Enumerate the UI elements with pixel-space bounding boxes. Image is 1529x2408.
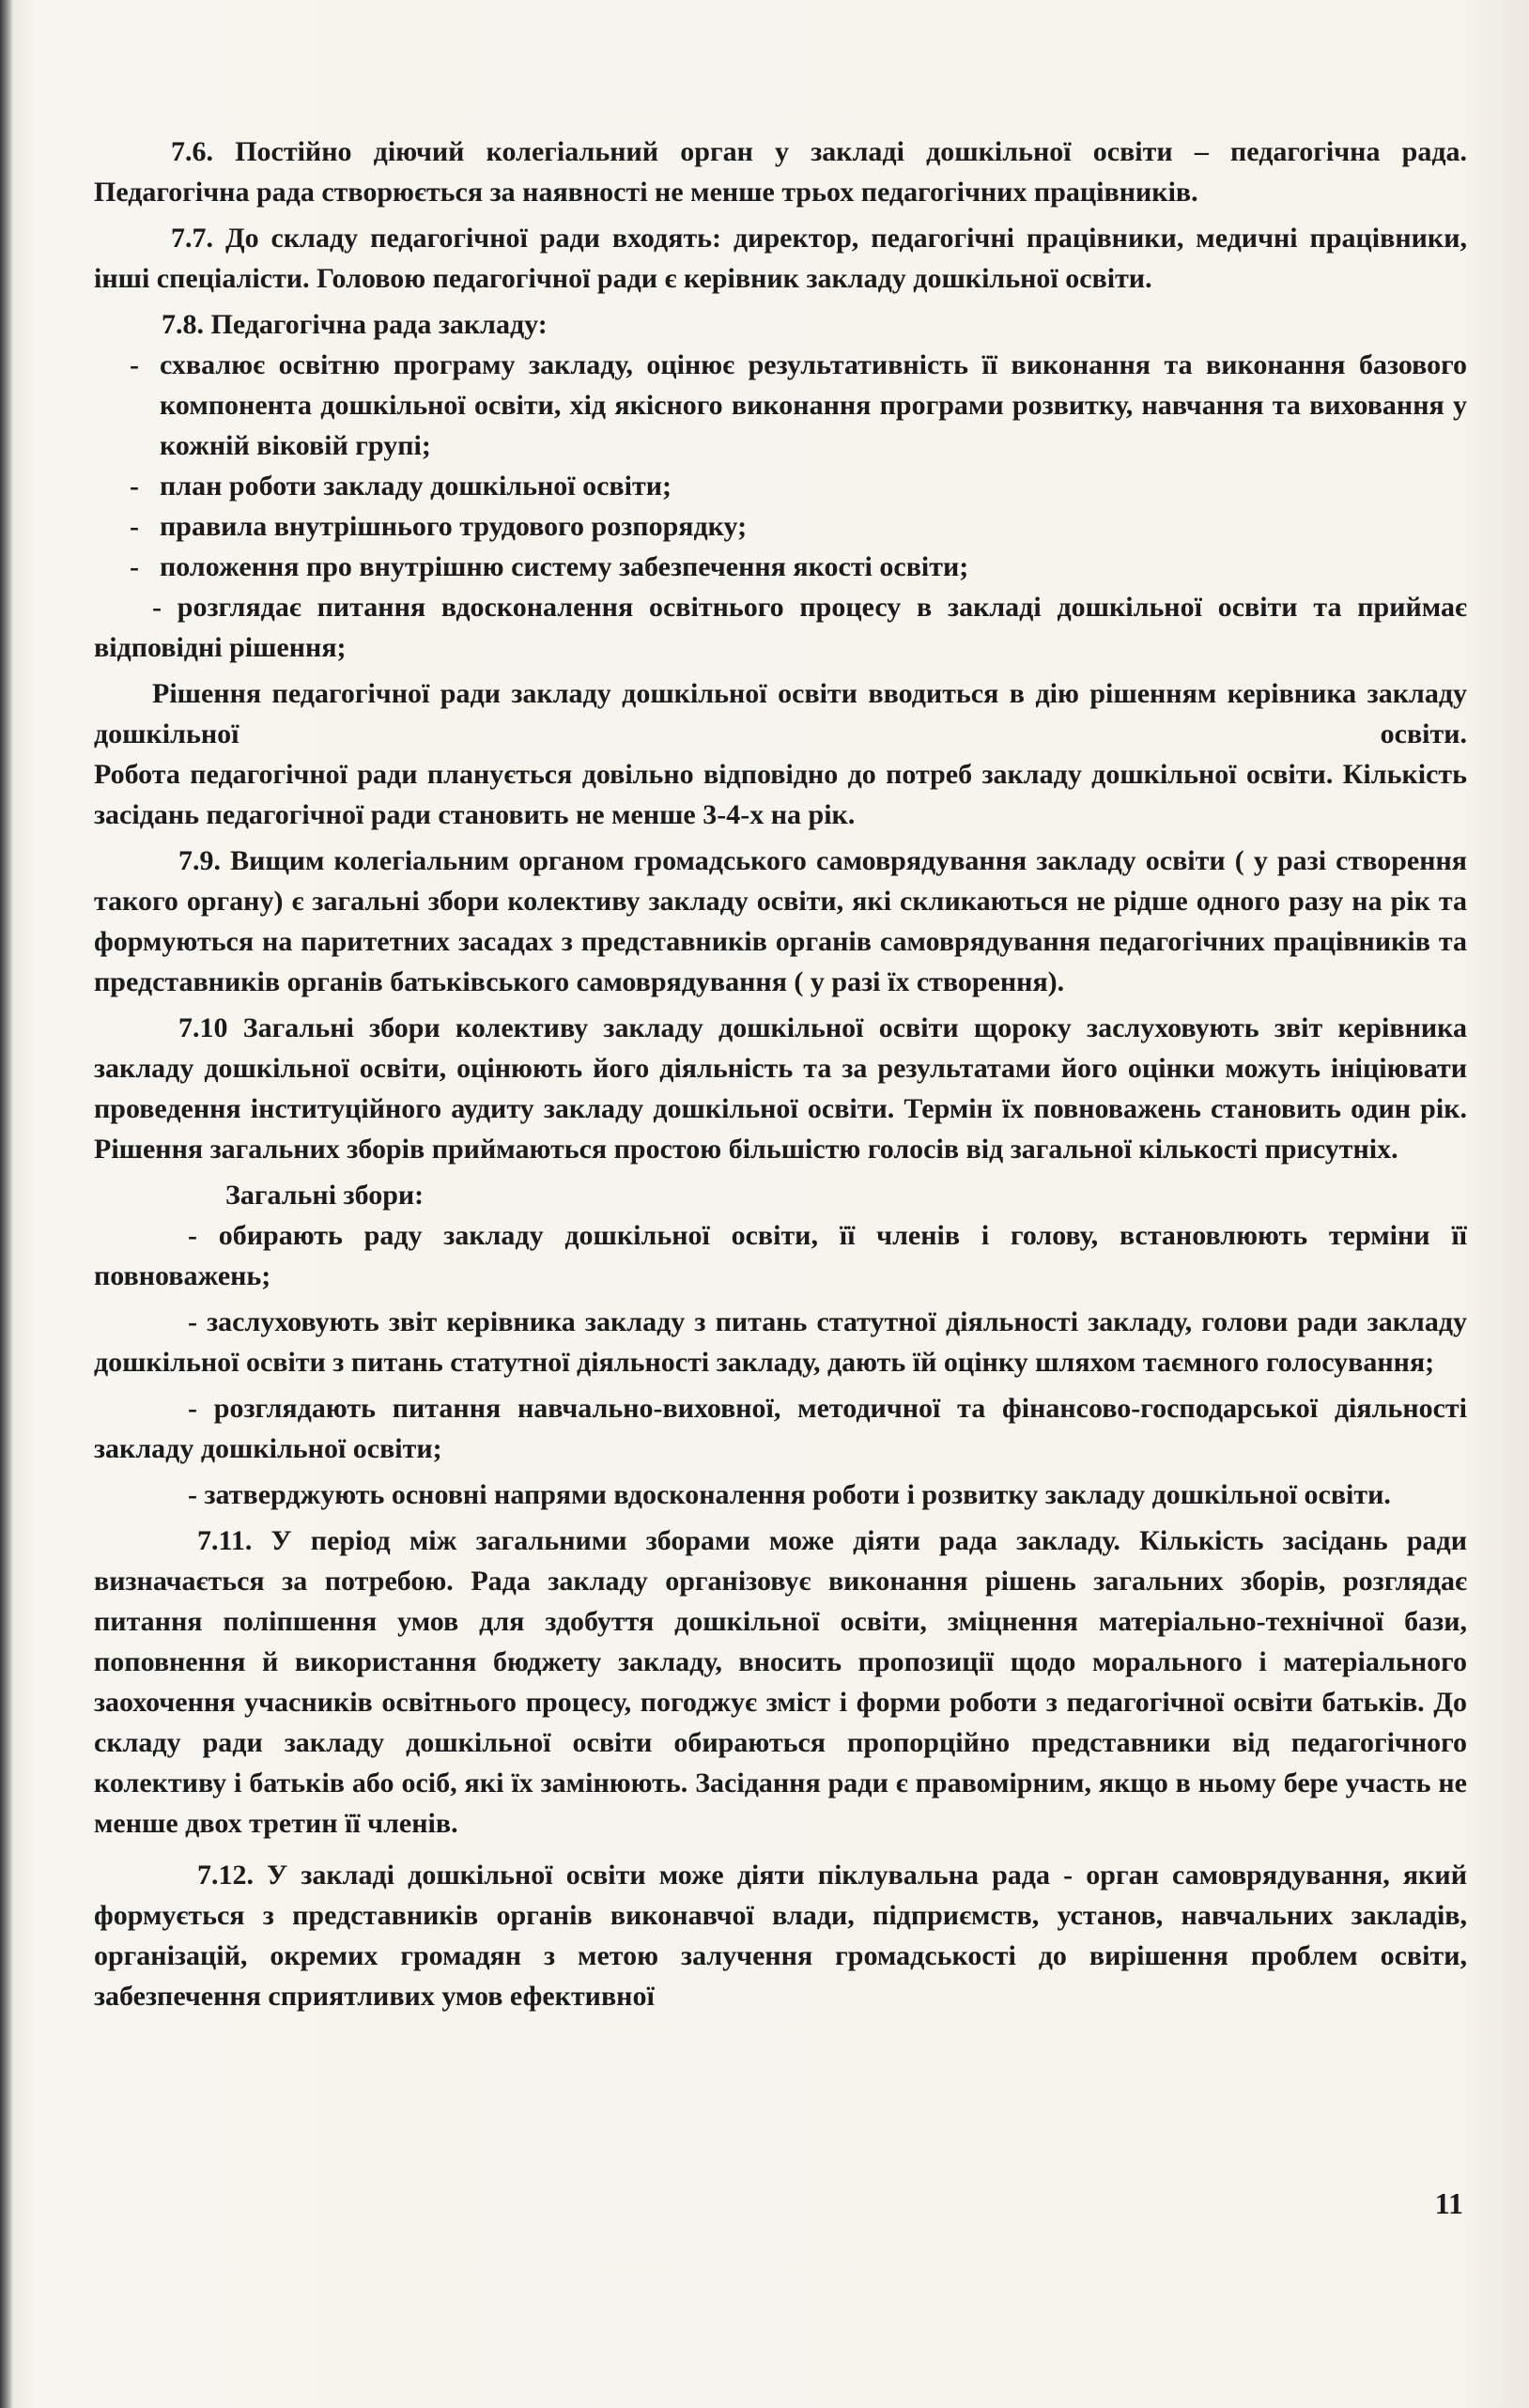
paragraph-7-11: 7.11. У період між загальними зборами може діяти рада закладу. Кількість засідань ради визначається за потребою. Рада закладу організовує виконання рішень загальних зборів, розглядає питання поліпшення умов для здобуття дошкільної освіти, зміцнення матеріально-технічної бази, поповнення й використання бюджету закладу, вносить пропозиції щодо морального і матеріального заохочення учасників освітнього процесу, погоджує зміст і форми роботи з педагогічної освіти батьків. До складу ради закладу дошкільної освіти обираються пропорційно представники від педагогічного колективу і батьків або осіб, які їх замінюють. Засідання ради є правомірним, якщо в ньому бере участь не менше двох третин її членів. (94, 1525, 1467, 1839)
list-item: - план роботи закладу дошкільної освіти; (130, 471, 672, 502)
list-item: - правила внутрішнього трудового розпорядку; (130, 511, 748, 542)
paragraph-7-9: 7.9. Вищим колегіальним органом громадського самоврядування закладу освіти ( у разі створення такого органу) є загальні збори колективу закладу освіти, які скликаються не рідше одного разу на рік та формуються на паритетних засадах з представників органів самоврядування педагогічних працівників та представників органів батьківського самоврядування ( у разі їх створення). (94, 845, 1467, 997)
paragraph-7-12: 7.12. У закладі дошкільної освіти може діяти піклувальна рада - орган самоврядування, який формується з представників органів виконавчої влади, підприємств, установ, навчальних закладів, організацій, окремих громадян з метою залучення громадськості до вирішення проблем освіти, забезпечення сприятливих умов ефективної (94, 1860, 1467, 2012)
paragraph-7-6: 7.6. Постійно діючий колегіальний орган у закладі дошкільної освіти – педагогічна рада. Педагогічна рада створюється за наявності не менше трьох педагогічних працівників. (94, 136, 1467, 208)
paragraph-7-7: 7.7. До складу педагогічної ради входять: директор, педагогічні працівники, медичні працівники, інші спеціалісти. Головою педагогічної ради є керівник закладу дошкільної освіти. (94, 223, 1467, 294)
list-item: - розглядають питання навчально-виховної, методичної та фінансово-господарської діяльності закладу дошкільної освіти; (94, 1393, 1467, 1464)
paragraph-7-8-decision: Рішення педагогічної ради закладу дошкільної освіти вводиться в дію рішенням керівника закладу дошкільної освіти. (94, 678, 1467, 749)
scan-edge-shadow (0, 0, 13, 2408)
list-item: - затверджують основні напрями вдосконалення роботи і розвитку закладу дошкільної освіти. (188, 1479, 1391, 1510)
paragraph-7-10-label: Загальні збори: (225, 1180, 425, 1211)
paragraph-7-10: 7.10 Загальні збори колективу закладу дошкільної освіти щороку заслуховують звіт керівника закладу дошкільної освіти, оцінюють його діяльність та за результатами його оцінки можуть ініціювати проведення інституційного аудиту закладу дошкільної освіти. Термін їх повноважень становить один рік. Рішення загальних зборів приймаються простою більшістю голосів від загальної кількості присутніх. (94, 1012, 1467, 1165)
paragraph-7-8-work: Робота педагогічної ради планується довільно відповідно до потреб закладу дошкільної освіти. Кількість засідань педагогічної ради становить не менше 3-4-х на рік. (94, 759, 1467, 830)
page-number: 11 (1434, 2186, 1463, 2220)
list-item: - обирають раду закладу дошкільної освіти, її членів і голову, встановлюють терміни її повноважень; (94, 1220, 1467, 1291)
document-body (94, 131, 1467, 2016)
list-item: - схвалює освітню програму закладу, оцінює результативність її виконання та виконання базового компонента дошкільної освіти, хід якісного виконання програми розвитку, навчання та виховання у кожній віковій групі; (130, 349, 1467, 461)
list-item: - розглядає питання вдосконалення освітнього процесу в закладі дошкільної освіти та приймає відповідні рішення; (94, 592, 1467, 663)
list-item: - положення про внутрішню систему забезпечення якості освіти; (130, 551, 969, 582)
paragraph-7-8-label: 7.8. Педагогічна рада закладу: (162, 309, 548, 340)
list-item: - заслуховують звіт керівника закладу з питань статутної діяльності закладу, голови ради закладу дошкільної освіти з питань статутної діяльності закладу, дають їй оцінку шляхом таємного голосування; (94, 1306, 1467, 1378)
